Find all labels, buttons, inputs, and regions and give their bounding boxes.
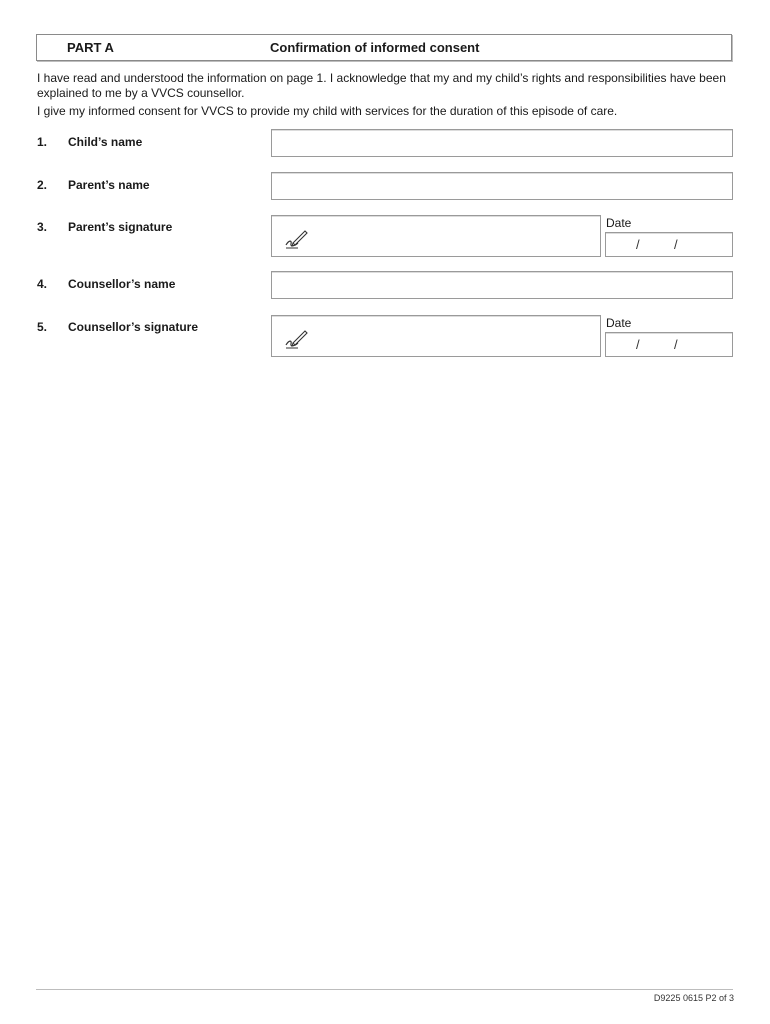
signature-pen-icon (284, 328, 308, 350)
counsellors-signature-label: Counsellor’s signature (68, 320, 199, 334)
counsellors-name-field[interactable] (271, 271, 733, 299)
parents-name-field[interactable] (271, 172, 733, 200)
childs-name-label: Child’s name (68, 135, 143, 149)
row-number: 3. (37, 220, 48, 234)
section-header (36, 34, 732, 61)
date-separator: / (636, 237, 640, 252)
parents-name-label: Parent’s name (68, 178, 150, 192)
signature-pen-icon (284, 228, 308, 250)
row-number: 5. (37, 320, 48, 334)
counsellors-name-label: Counsellor’s name (68, 277, 176, 291)
consent-statement: I have read and understood the information on page 1. I acknowledge that my and my child’s rights and responsibilities have been explained to me by a VVCS counsellor. (37, 71, 726, 100)
consent-declaration: I give my informed consent for VVCS to provide my child with services for the duration of this episode of care. (37, 104, 618, 118)
part-label: PART A (67, 40, 114, 55)
parents-signature-label: Parent’s signature (68, 220, 173, 234)
childs-name-field[interactable] (271, 129, 733, 157)
row-number: 4. (37, 277, 48, 291)
row-number: 1. (37, 135, 48, 149)
counsellors-signature-date-field[interactable] (605, 332, 733, 357)
form-code: D9225 0615 P2 of 3 (653, 993, 734, 1003)
section-title: Confirmation of informed consent (270, 40, 480, 55)
parents-signature-field[interactable] (271, 215, 601, 257)
parents-signature-date-field[interactable] (605, 232, 733, 257)
date-separator: / (674, 337, 678, 352)
date-separator: / (674, 237, 678, 252)
footer-divider (36, 989, 733, 990)
date-label: Date (606, 316, 632, 330)
date-separator: / (636, 337, 640, 352)
row-number: 2. (37, 178, 48, 192)
date-label: Date (606, 216, 632, 230)
counsellors-signature-field[interactable] (271, 315, 601, 357)
